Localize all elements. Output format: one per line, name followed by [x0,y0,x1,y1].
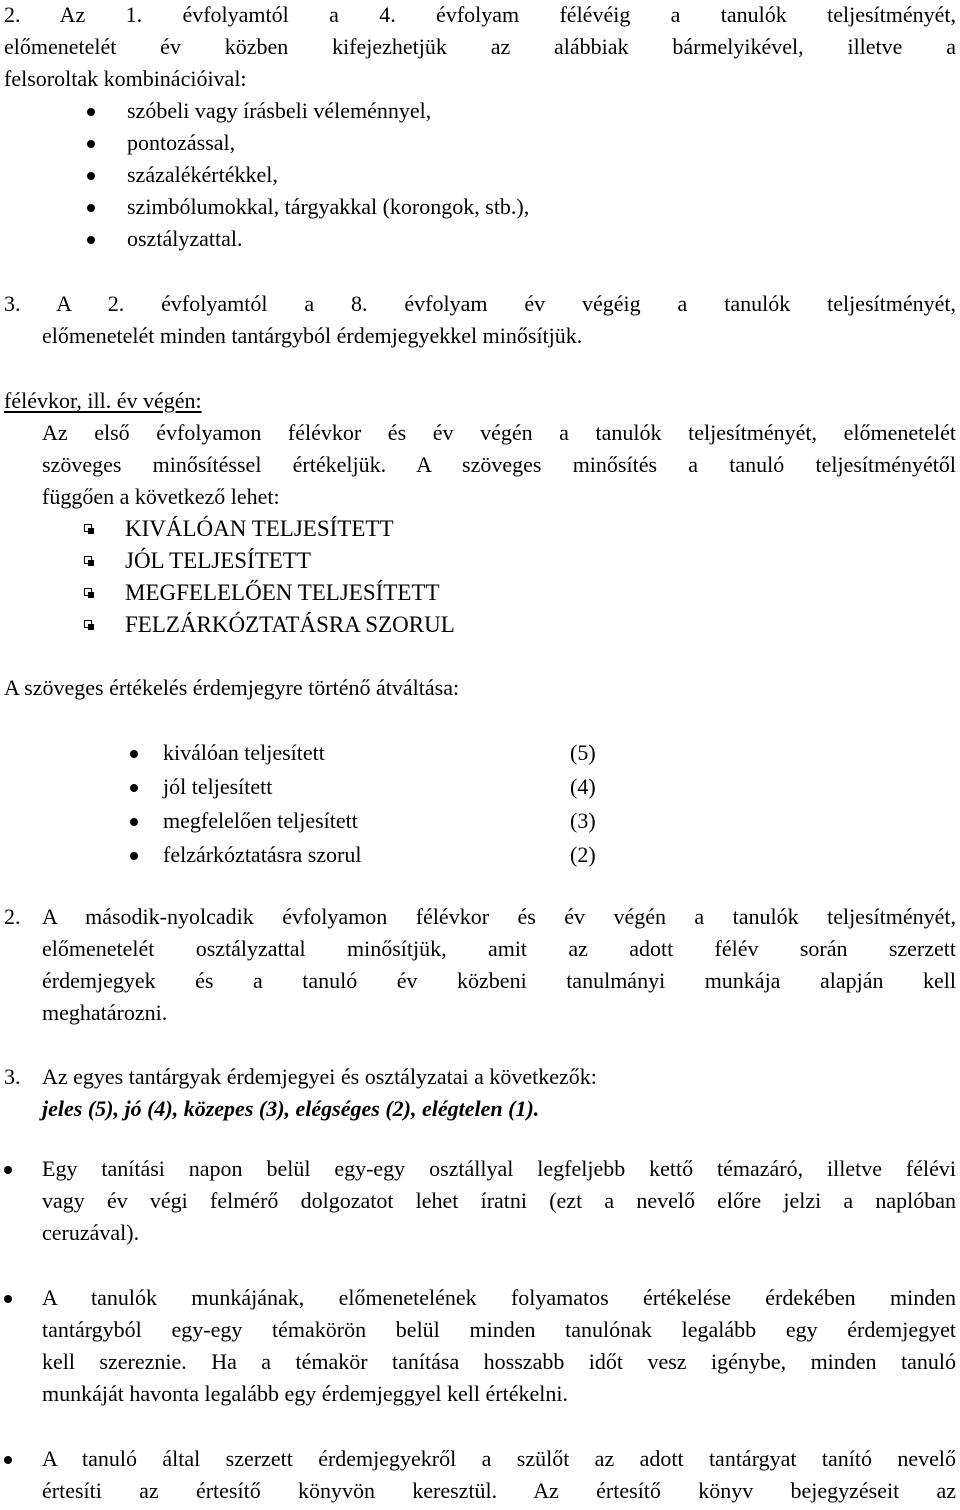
bullet-para-3-line-1: A tanuló által szerzett érdemjegyekről a szülőt az adott tantárgyat tanító nevelő [42,1446,956,1471]
bullet-para-2-line-3: kell szereznie. Ha a témakör tanítása hosszabb időt vesz igénybe, minden tanuló [42,1349,956,1374]
section-3-line-2: előmenetelét minden tantárgyból érdemjegyekkel minősítjük. [42,323,583,348]
rating-item: FELZÁRKÓZTATÁSRA SZORUL [125,612,455,637]
para-3-number: 3. [4,1064,21,1089]
conversion-label: jól teljesített [163,774,273,799]
conversion-grade: (5) [570,740,596,765]
bullet-icon [87,140,95,148]
bullet-icon [4,1456,12,1464]
checkbox-square-icon [84,620,92,628]
checkbox-square-icon [84,556,92,564]
bullet-para-1-line-2: vagy év végi felmérő dolgozatot lehet íratni (ezt a nevelő előre jelzi a naplóban [42,1188,956,1213]
section-2-line-2: előmenetelét év közben kifejezhetjük az alábbiak bármelyikével, illetve a [4,34,956,59]
list-item: százalékértékkel, [127,162,278,187]
bullet-icon [87,172,95,180]
conversion-heading: A szöveges értékelés érdemjegyre történő átváltása: [4,675,460,700]
para-3-line: Az egyes tantárgyak érdemjegyei és osztályzatai a következők: [42,1064,597,1089]
semester-line-1: Az első évfolyamon félévkor és év végén a tanulók teljesítményét, előmenetelét [42,420,956,445]
checkbox-square-icon [84,524,92,532]
checkbox-square-icon [84,588,92,596]
grade-scale: jeles (5), jó (4), közepes (3), elégséges (2), elégtelen (1). [42,1096,540,1121]
bullet-icon [4,1295,12,1303]
conversion-label: megfelelően teljesített [163,808,358,833]
bullet-para-1-line-1: Egy tanítási napon belül egy-egy osztállyal legfeljebb kettő témazáró, illetve félévi [42,1156,956,1181]
bullet-icon [130,750,138,758]
semester-line-3: függően a következő lehet: [42,484,280,509]
list-item: szimbólumokkal, tárgyakkal (korongok, stb.), [127,194,530,219]
conversion-grade: (2) [570,842,596,867]
semester-heading: félévkor, ill. év végén: [4,388,202,413]
bullet-para-2-line-2: tantárgyból egy-egy témakörön belül minden tanulónak legalább egy érdemjegyet [42,1317,956,1342]
conversion-label: felzárkóztatásra szorul [163,842,362,867]
bullet-icon [130,818,138,826]
list-item: pontozással, [127,130,236,155]
bullet-para-2-line-4: munkáját havonta legalább egy érdemjeggyel kell értékelni. [42,1381,568,1406]
section-2-line-1: 2. Az 1. évfolyamtól a 4. évfolyam félévéig a tanulók teljesítményét, [4,2,956,27]
conversion-grade: (4) [570,774,596,799]
rating-item: JÓL TELJESÍTETT [125,548,311,573]
para-2-line-3: érdemjegyek és a tanuló év közbeni tanulmányi munkája alapján kell [42,968,956,993]
rating-item: KIVÁLÓAN TELJESÍTETT [125,516,394,541]
bullet-icon [87,108,95,116]
bullet-para-3-line-2: értesíti az értesítő könyvön keresztül. Az értesítő könyv bejegyzéseit az [42,1478,956,1503]
conversion-label: kiválóan teljesített [163,740,325,765]
bullet-icon [130,784,138,792]
bullet-icon [130,852,138,860]
bullet-para-2-line-1: A tanulók munkájának, előmenetelének folyamatos értékelése érdekében minden [42,1285,956,1310]
list-item: szóbeli vagy írásbeli véleménnyel, [127,98,432,123]
list-item: osztályzattal. [127,226,243,251]
bullet-para-1-line-3: ceruzával). [42,1220,140,1245]
bullet-icon [87,236,95,244]
para-2-number: 2. [4,904,21,929]
conversion-grade: (3) [570,808,596,833]
semester-line-2: szöveges minősítéssel értékeljük. A szöveges minősítés a tanuló teljesítményétől [42,452,956,477]
para-2-line-2: előmenetelét osztályzattal minősítjük, amit az adott félév során szerzett [42,936,956,961]
section-3-line-1: 3. A 2. évfolyamtól a 8. évfolyam év végéig a tanulók teljesítményét, [4,291,956,316]
bullet-icon [87,204,95,212]
rating-item: MEGFELELŐEN TELJESÍTETT [125,580,440,605]
para-2-line-1: A második-nyolcadik évfolyamon félévkor és év végén a tanulók teljesítményét, [42,904,956,929]
para-2-line-4: meghatározni. [42,1000,168,1025]
bullet-icon [4,1166,12,1174]
section-2-line-3: felsoroltak kombinációival: [4,66,247,91]
